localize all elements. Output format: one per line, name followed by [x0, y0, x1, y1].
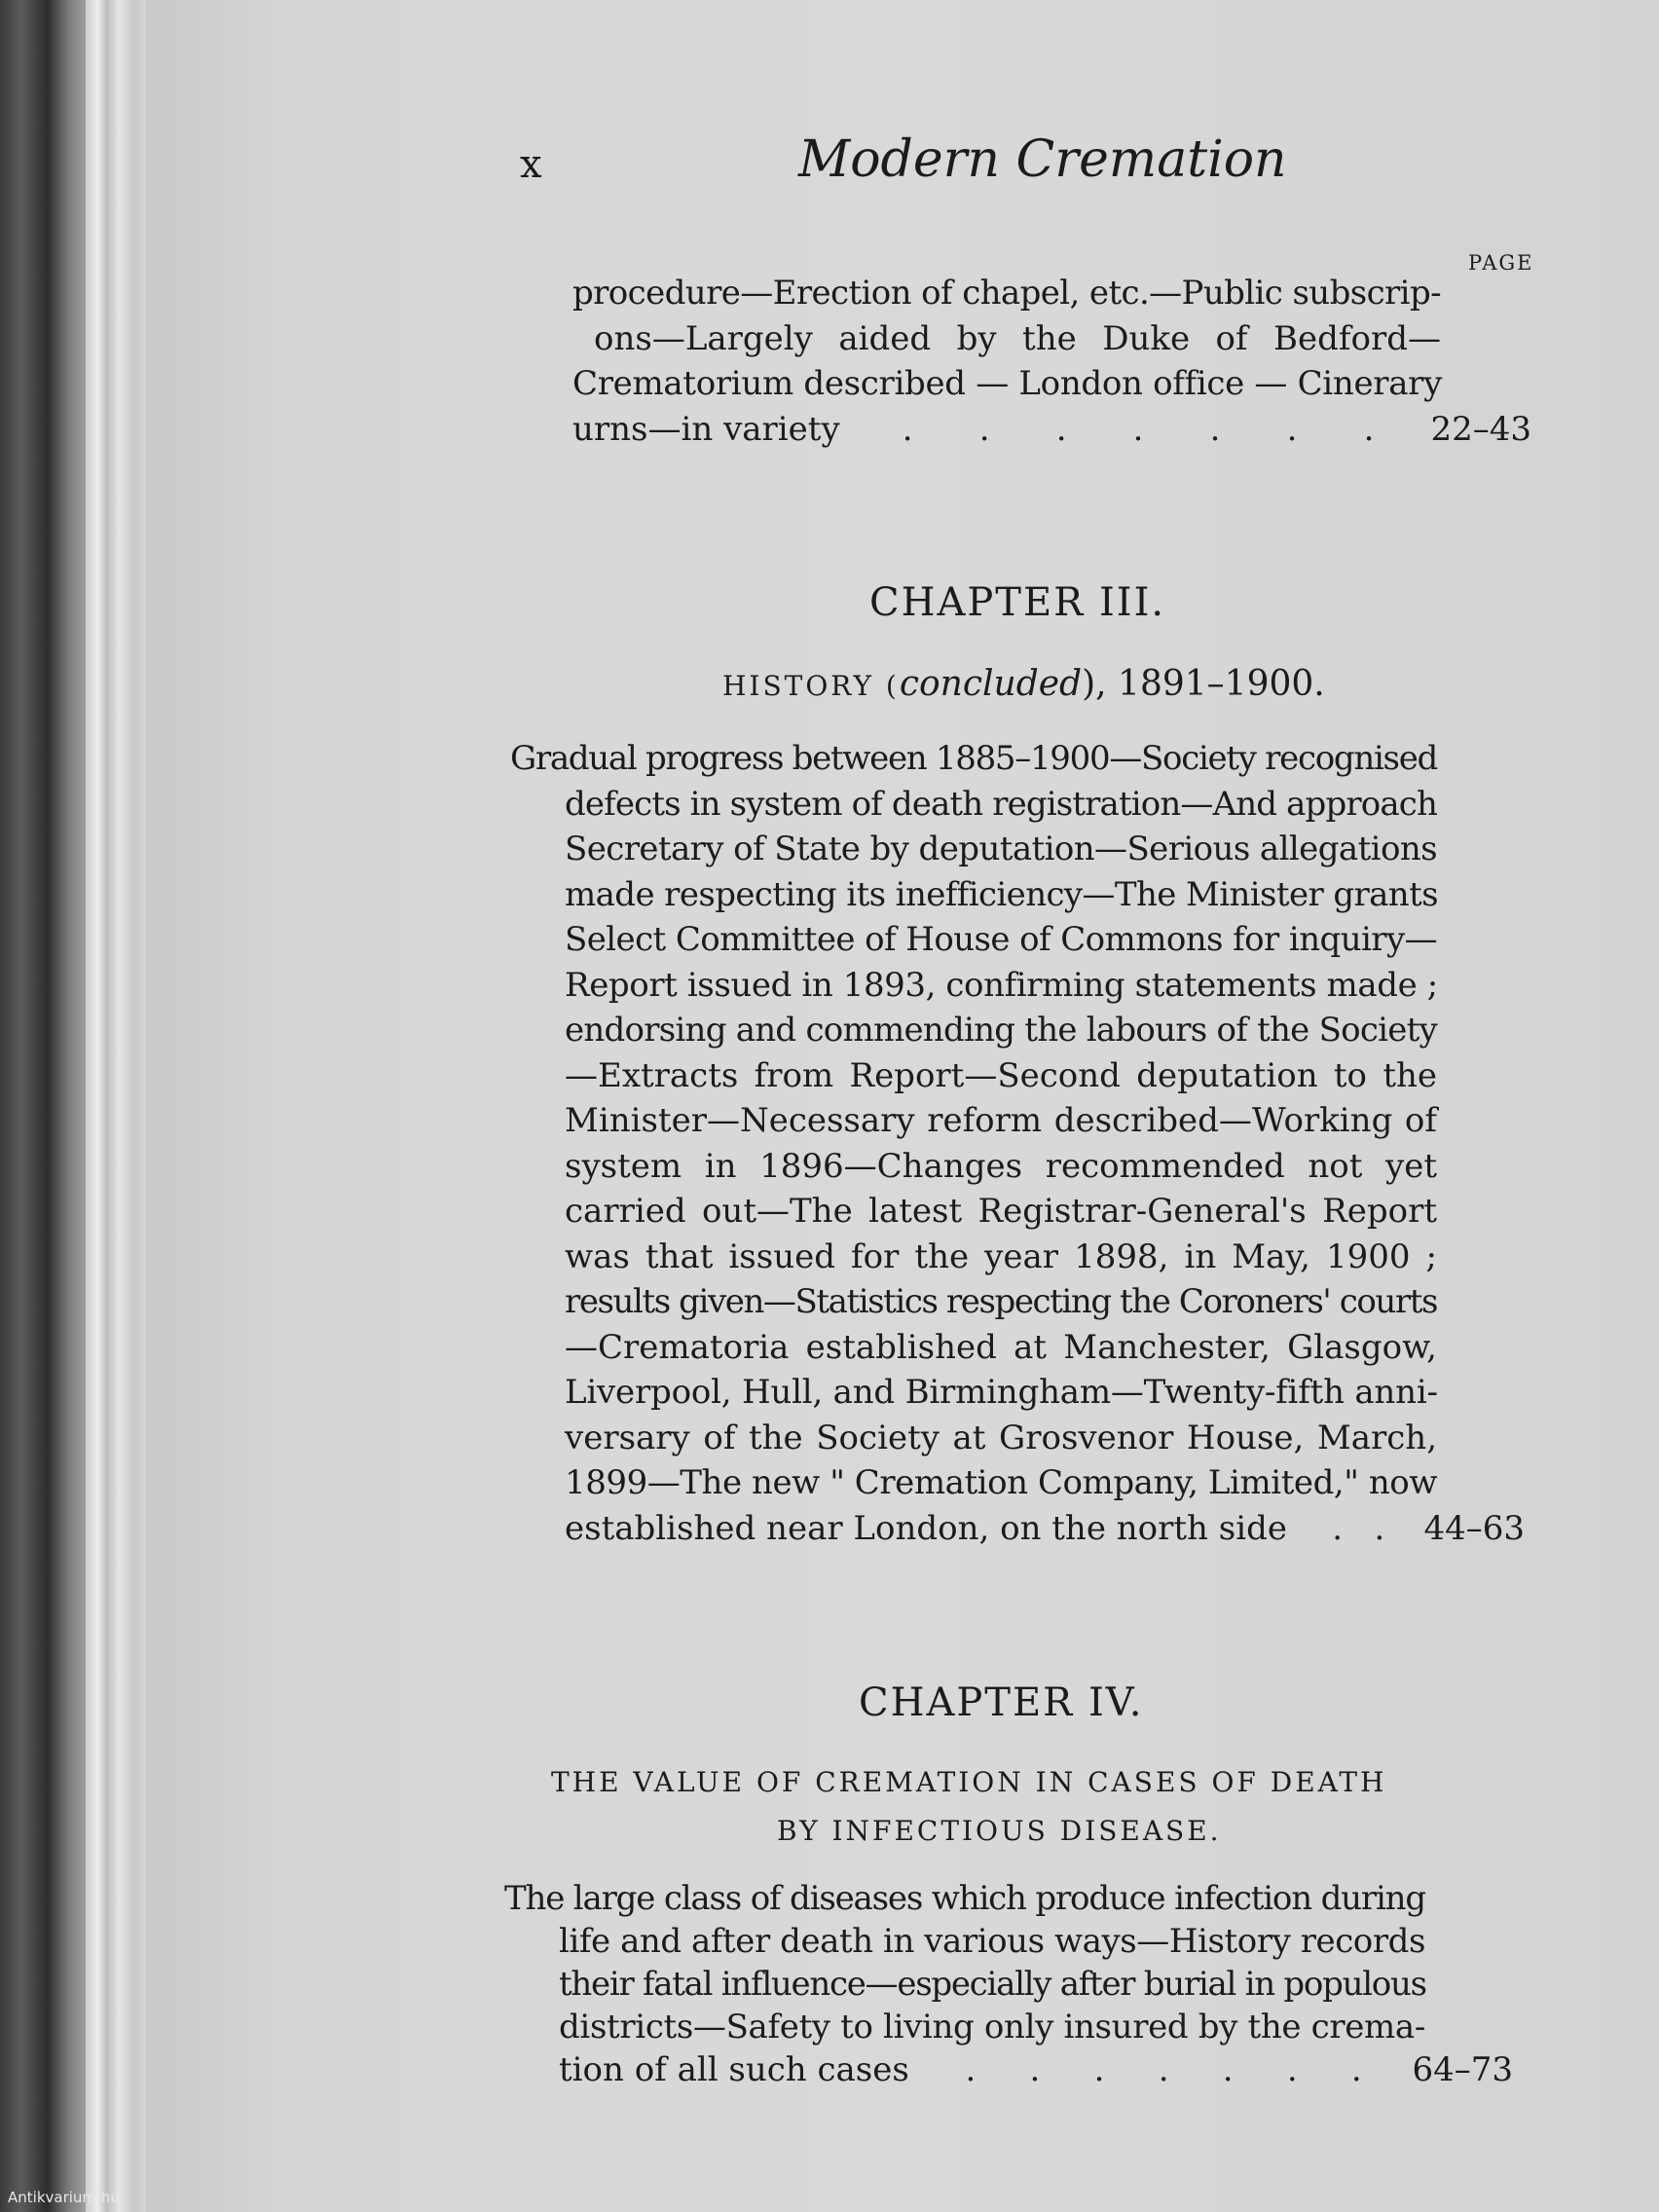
page-range: 22–43 [1430, 409, 1531, 449]
summary-line: life and after death in various ways—History records [559, 1922, 1425, 1961]
leader-dots: . . [1332, 1508, 1385, 1548]
summary-line: versary of the Society at Grosvenor House, March, [565, 1418, 1437, 1457]
summary-line: results given—Statistics respecting the Coroners' courts [565, 1282, 1437, 1321]
chapter-3-subtitle: HISTORY (concluded), 1891–1900. [722, 664, 1325, 704]
page-range: 64–73 [1412, 2050, 1513, 2089]
leader-dots: . . . . . . . [965, 2050, 1362, 2089]
summary-line: Secretary of State by deputation—Serious allegations [565, 830, 1437, 868]
summary-last-line: established near London, on the north side . . 44–63 [565, 1506, 1525, 1552]
summary-line: Crematorium described — London office — Cinerary [572, 364, 1443, 403]
summary-line: Gradual progress between 1885–1900—Society recognised [510, 739, 1437, 778]
leader-dots: . . . . . . . [902, 409, 1375, 449]
summary-line: was that issued for the year 1898, in May, 1900 ; [565, 1236, 1437, 1276]
summary-line: —Crematoria established at Manchester, Glasgow, [565, 1327, 1437, 1367]
summary-line: carried out—The latest Registrar-General's Report [565, 1192, 1437, 1231]
summary-line: ons—Largely aided by the Duke of Bedford— [594, 318, 1441, 358]
chapter-4-heading: CHAPTER IV. [859, 1680, 1144, 1725]
page-column-label: PAGE [1468, 251, 1534, 275]
chapter-4-subtitle-line-2: BY INFECTIOUS DISEASE. [777, 1815, 1222, 1847]
summary-last-line: urns—in variety . . . . . . . 22–43 [572, 407, 1531, 453]
watermark: Antikvarium.hu [8, 2189, 120, 2206]
summary-line: endorsing and commending the labours of the Society [565, 1011, 1437, 1050]
summary-line: —Extracts from Report—Second deputation to the [565, 1055, 1437, 1095]
chapter-2-summary [572, 271, 1531, 452]
chapter-3-summary [510, 736, 1525, 1551]
summary-line: Select Committee of House of Commons for inquiry— [565, 920, 1437, 959]
summary-line: procedure—Erection of chapel, etc.—Public subscrip- [572, 274, 1441, 313]
summary-line: Report issued in 1893, confirming statements made ; [565, 965, 1438, 1005]
summary-line: 1899—The new " Cremation Company, Limited," now [565, 1463, 1437, 1502]
chapter-4-summary [504, 1877, 1513, 2091]
summary-line: made respecting its inefficiency—The Minister grants [565, 874, 1439, 914]
page-edges [86, 0, 146, 2212]
page-range: 44–63 [1423, 1508, 1525, 1548]
summary-line: system in 1896—Changes recommended not yet [565, 1146, 1437, 1186]
summary-line: districts—Safety to living only insured by the crema- [559, 2008, 1425, 2046]
summary-line: Minister—Necessary reform described—Working of [565, 1101, 1437, 1140]
summary-line: Liverpool, Hull, and Birmingham—Twenty-fifth anni- [565, 1373, 1438, 1412]
chapter-3-heading: CHAPTER III. [869, 580, 1166, 625]
summary-last-line: tion of all such cases . . . . . . . 64–73 [559, 2050, 1513, 2089]
chapter-4-subtitle-line-1: THE VALUE OF CREMATION IN CASES OF DEATH [551, 1766, 1387, 1798]
page-number: x [520, 142, 542, 187]
summary-line: their fatal influence—especially after burial in populous [559, 1965, 1426, 2004]
summary-line: defects in system of death registration—And approach [565, 784, 1437, 824]
running-title: Modern Cremation [798, 130, 1287, 189]
summary-line: The large class of diseases which produce infection during [504, 1879, 1425, 1918]
book-spine [0, 0, 86, 2212]
